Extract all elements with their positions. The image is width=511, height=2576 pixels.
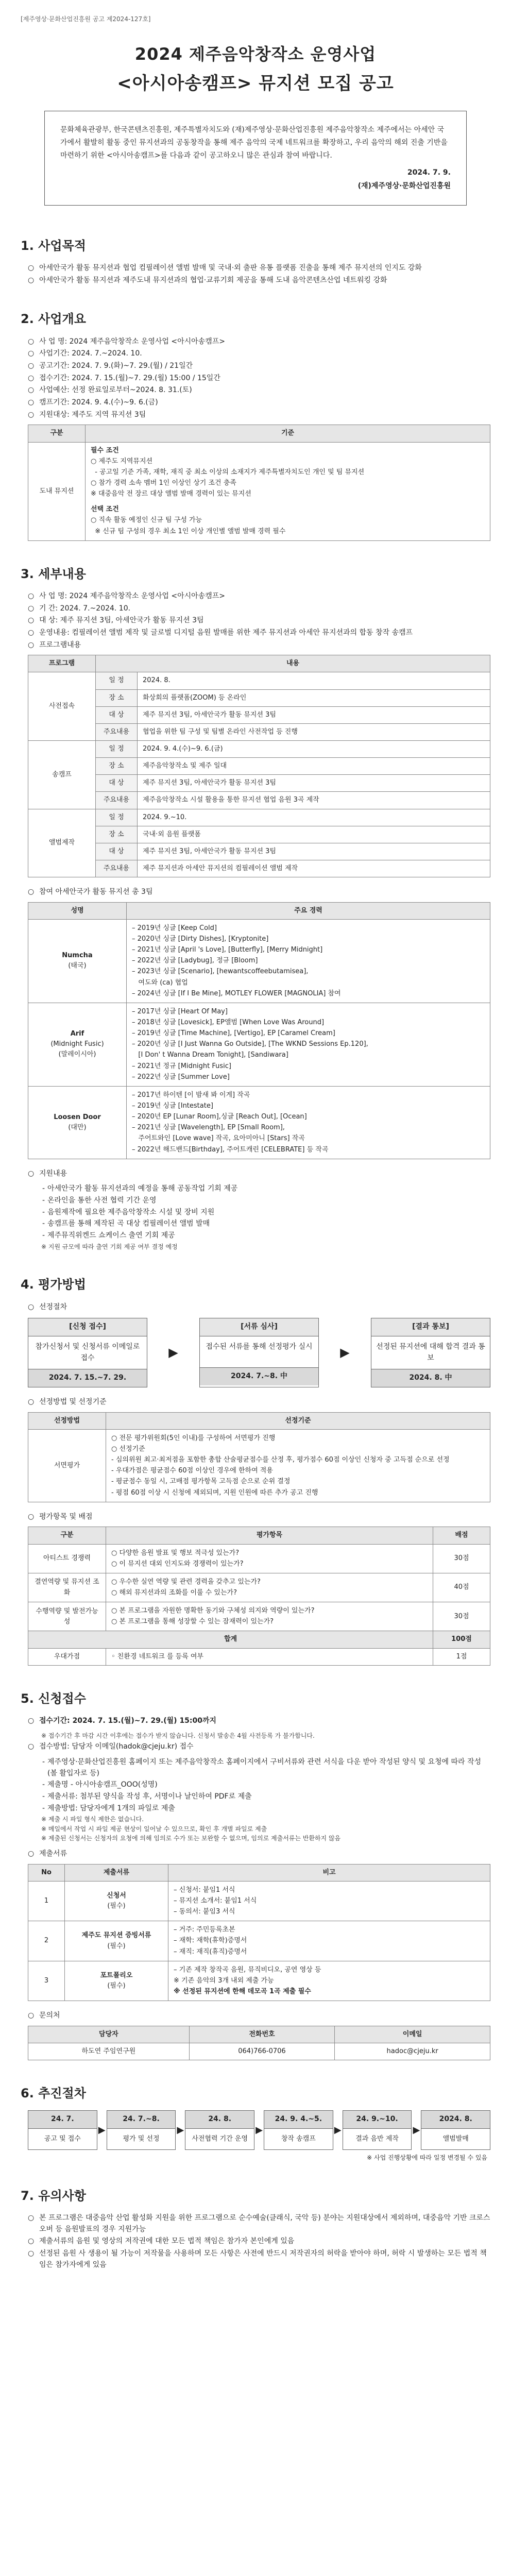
list-item: – 신청서: 붙임1 서식: [174, 1886, 235, 1894]
career-line: – 2022년 해드밴드[Birthday], 주어트캐린 [CELEBRATE] 등 작곡: [132, 1145, 329, 1154]
cell-value: 제주음악창작소 시설 활용을 통한 뮤지션 협업 음원 3곡 제작: [138, 792, 490, 809]
overview-item: ○ 공고기간: 2024. 7. 9.(화)~7. 29.(월) / 21일간: [28, 361, 490, 372]
section-application-title: 5. 신청접수: [21, 1691, 86, 1706]
list-item: - 우대가점은 평균점수 60점 이상인 경우에 한하여 적용: [111, 1467, 273, 1475]
row-label: 서면평가: [28, 1429, 106, 1502]
details-item: ○ 프로그램내용: [28, 640, 490, 651]
contact-email[interactable]: hadoc@cjeju.kr: [335, 2043, 490, 2060]
career-line: – 2021년 정규 [Midnight Fusic]: [132, 1062, 231, 1070]
method-label-list: [21, 1397, 490, 1408]
application-period: ○ 접수기간: 2024. 7. 15.(월)~7. 29.(월) 15:00까지: [28, 1716, 490, 1727]
cell-key: 일 정: [96, 672, 138, 689]
score-points: 30점: [433, 1544, 490, 1573]
list-item: - 평균점수 동일 시, 고배점 평가항목 고득점 순으로 순위 결정: [111, 1478, 291, 1486]
section-overview-title: 2. 사업개요: [21, 312, 86, 327]
career-line: – 2022년 싱글 [Ladybug], 정규 [Bloom]: [132, 957, 258, 965]
details-item: ○ 사 업 명: 2024 제주음악창작소 운영사업 <아시아송캠프>: [28, 591, 490, 602]
page-title: 2024 제주음악창작소 운영사업: [134, 44, 377, 64]
career-line: – 2022년 싱글 [Summer Love]: [132, 1073, 230, 1081]
doc-name-cell: [65, 1961, 168, 2001]
method-label: ○ 선정방법 및 선정기준: [28, 1397, 490, 1408]
schedule-note: ※ 사업 진행상황에 따라 일정 변경될 수 있음: [21, 2153, 487, 2163]
intro-org: (재)제주영상·문화산업진흥원: [357, 181, 451, 190]
table-header: 배점: [433, 1527, 490, 1544]
list-item: ○ 직속 활동 예정인 신규 팀 구성 가능: [91, 516, 202, 524]
table-header: 제출서류: [65, 1864, 168, 1881]
purpose-item: ○ 아세안국가 활동 뮤지션과 제주도내 뮤지션과의 협업·교류기회 제공을 통해 도내 음악콘텐츠산업 네트워킹 강화: [28, 275, 490, 286]
bonus-item: ◦ 친환경 네트워크 를 등록 여부: [106, 1648, 433, 1665]
required-list: [91, 456, 485, 500]
table-header: 이메일: [335, 2026, 490, 2043]
details-item: ○ 운영내용: 컴필레이션 앨범 제작 및 글로벌 디지털 음원 발매를 위한 제주 뮤지션과 아세안 뮤지션과의 합동 창작 송캠프: [28, 628, 490, 639]
career-line: – 2021년 싱글 [Wavelength], EP [Small Room],: [132, 1124, 285, 1132]
step-date: 2024. 8.: [421, 2111, 490, 2129]
table-header: 구분: [28, 425, 86, 442]
flow-step: [371, 1318, 490, 1387]
career-line: [I Don' t Wanna Dream Tonight], [Sandiwara]: [136, 1051, 288, 1059]
career-line: – 2017년 하이텐 [이 밤새 봐 이게] 작곡: [132, 1091, 250, 1099]
table-header: 선정기준: [106, 1412, 490, 1429]
cell-value: 2024. 9. 4.(수)~9. 6.(금): [138, 740, 490, 757]
artist-name: Loosen Door: [54, 1113, 101, 1121]
doc-required: (필수): [107, 1981, 126, 1990]
docs-label-list: [21, 1849, 490, 1860]
support-note: ※ 지원 규모에 따라 출연 기회 제공 여부 결정 예정: [41, 1242, 490, 1252]
procedure-label-list: [21, 1302, 490, 1313]
asean-label-list: [21, 887, 490, 898]
table-header: 구분: [28, 1527, 106, 1544]
flow-step-date: 2024. 8. 中: [371, 1369, 490, 1387]
flow-step-body: 접수된 서류를 통해 선정평가 실시: [206, 1343, 313, 1351]
career-line: – 2020년 EP [Lunar Room],싱글 [Reach Out], [Ocean]: [132, 1113, 307, 1121]
intro-text: 문화체육관광부, 한국콘텐츠진흥원, 제주특별자치도와 (재)제주영상·문화산업진흥원 제주음악창작소 제주에서는 아세안 국가에서 활발히 활동 중인 뮤지션과의 공동창작을 통해 제주 음악의 국제 네트워크를 확장하고, 우리 음악의 해외 진출 기반을 마련하기 위한 <아시아송캠프>를 다음과 같이 공고하오니 많은 관심과 참여 바랍니다.: [60, 125, 448, 160]
program-table-wrap: [28, 655, 490, 877]
extra-note: ※ 메일에서 작업 시 파일 제공 현상이 일어날 수 있으므로, 확인 후 개별 파일로 제출: [41, 1824, 490, 1834]
list-item: ○ 선정기준: [111, 1445, 145, 1453]
asean-table: [28, 902, 490, 1159]
doc-required: (필수): [107, 1942, 126, 1950]
period-note: ※ 접수기간 후 마감 시간 이후에는 접수가 받지 않습니다. 신청서 발송은 4월 사전등록 가 불가합니다.: [41, 1731, 490, 1741]
doc-name: 신청서: [107, 1891, 126, 1900]
career-line: – 2019년 싱글 [Time Machine], [Vertigo], EP [Caramel Cream]: [132, 1029, 335, 1038]
score-items: [106, 1602, 433, 1631]
cell-value: 국내·외 음원 플랫폼: [138, 826, 490, 843]
table-header: No: [28, 1864, 65, 1881]
overview-item: ○ 사업기간: 2024. 7.~2024. 10.: [28, 348, 490, 360]
doc-name: 포트폴리오: [100, 1971, 133, 1979]
cell-value: 제주음악창작소 및 제주 일대: [138, 758, 490, 775]
contact-table: [28, 2026, 490, 2060]
artist-cell: [28, 1086, 127, 1159]
table-header: 비고: [168, 1864, 490, 1881]
intro-date: 2024. 7. 9.: [407, 168, 451, 177]
flow-step-title: [서류 심사]: [200, 1318, 318, 1336]
support-item: - 아세안국가 활동 뮤지션과의 예정을 통해 공동작업 기회 제공: [39, 1183, 490, 1195]
cell-value: 2024. 8.: [138, 672, 490, 689]
step-date: 24. 7.~8.: [107, 2111, 176, 2129]
docs-table: [28, 1864, 490, 2001]
list-item: ○ 전문 평가위원회(5인 이내)를 구성하여 서면평가 진행: [111, 1434, 276, 1442]
program-name: 사전접속: [28, 672, 96, 741]
list-item: - 심의위원 최고·최저점을 포함한 총합 산술평균점수를 산정 후, 평가점수 60점 이상인 신청자 중 고득점 순으로 선정: [111, 1456, 450, 1464]
flow-step-date: 2024. 7.~8. 中: [200, 1367, 318, 1385]
overview-item: ○ 사업예산: 선정 완료일로부터~2024. 8. 31.(토): [28, 385, 490, 396]
list-item: – 뮤지션 소개서: 붙임1 서식: [174, 1897, 257, 1905]
application-item: - 제출명 - 아시아송캠프_OOO(성명): [39, 1780, 490, 1791]
step-label: 공고 및 접수: [44, 2135, 81, 2143]
artist-cell: [28, 1003, 127, 1086]
doc-notes: [168, 1881, 490, 1921]
application-method-list: [21, 1741, 490, 1753]
notice-item: ○ 선정된 음원 사 생용이 될 가능이 저작물을 사용하며 모든 사항은 사전에 반드시 저작권자의 허락을 받아야 하며, 허락 시 발생하는 모든 법적 책임은 참가자에게 있음: [28, 2248, 490, 2270]
artist-country: (대만): [68, 1123, 87, 1131]
cell-key: 주요내용: [96, 723, 138, 740]
application-item: - 제출방법: 담당자에게 1개의 파일로 제출: [39, 1803, 490, 1815]
table-header: 평가항목: [106, 1527, 433, 1544]
table-header: 내용: [96, 655, 490, 672]
notice-list: [21, 2213, 490, 2270]
arrow-right-icon: ▶: [98, 2124, 106, 2136]
application-method: ○ 접수방법: 담당자 이메일(hadok@cjeju.kr) 접수: [28, 1741, 490, 1753]
artist-career: [127, 919, 490, 1003]
eligibility-table-wrap: [28, 425, 490, 540]
method-criteria: [106, 1429, 490, 1502]
procedure-label: ○ 선정절차: [28, 1302, 490, 1313]
arrow-right-icon: ▶: [168, 1345, 178, 1360]
program-name: 송캠프: [28, 740, 96, 809]
list-item: – 재직: 재직(휴직)증명서: [174, 1947, 247, 1956]
score-category: 수행역량 및 발전가능성: [28, 1602, 106, 1631]
details-item: ○ 대 상: 제주 뮤지션 3팀, 아세안국가 활동 뮤지션 3팀: [28, 615, 490, 626]
doc-number: 1: [28, 1881, 65, 1921]
method-table-wrap: [28, 1412, 490, 1502]
doc-notes: [168, 1921, 490, 1961]
arrow-right-icon: ▶: [413, 2124, 420, 2136]
contact-label-list: [21, 2010, 490, 2022]
cell-value: 제주 뮤지션 3팀, 아세안국가 활동 뮤지션 3팀: [138, 706, 490, 723]
contact-phone: 064)766-0706: [189, 2043, 335, 2060]
section-schedule-title: 6. 추진절차: [21, 2086, 86, 2101]
arrow-right-icon: ▶: [334, 2124, 342, 2136]
flow-step-date: 2024. 7. 15.~7. 29.: [28, 1369, 147, 1387]
overview-item: ○ 지원대상: 제주도 지역 뮤지션 3팀: [28, 410, 490, 421]
career-line: – 2020년 싱글 [I Just Wanna Go Outside], [The WKND Sessions Ep.120],: [132, 1040, 368, 1048]
cell-key: 장 소: [96, 689, 138, 706]
list-item: – 기존 제작 창작곡 음원, 뮤직비디오, 공연 영상 등: [174, 1965, 321, 1974]
asean-label: ○ 참여 아세안국가 활동 뮤지션 총 3팀: [28, 887, 490, 898]
doc-name-cell: [65, 1921, 168, 1961]
schedule-step: [264, 2110, 333, 2150]
career-line: 주어트와인 [Love wave] 작곡, 요아미아니 [Stars] 작곡: [136, 1134, 305, 1143]
program-table: [28, 655, 490, 877]
flow-step: [199, 1318, 319, 1387]
score-table: [28, 1527, 490, 1665]
docs-label: ○ 제출서류: [28, 1849, 490, 1860]
artist-group: (Midnight Fusic): [50, 1040, 104, 1048]
schedule-step: [421, 2110, 490, 2150]
schedule-flow: [28, 2110, 490, 2150]
score-label: ○ 평가항목 및 배점: [28, 1512, 490, 1523]
list-item: ○ 다양한 음원 발표 및 행보 적극성 있는가?: [111, 1549, 240, 1557]
doc-name-cell: [65, 1881, 168, 1921]
arrow-right-icon: ▶: [256, 2124, 263, 2136]
artist-career: [127, 1003, 490, 1086]
bonus-points: 1점: [433, 1648, 490, 1665]
cell-key: 장 소: [96, 758, 138, 775]
score-items: [106, 1573, 433, 1602]
step-date: 24. 7.: [28, 2111, 97, 2129]
table-header: 주요 경력: [127, 902, 490, 919]
career-line: – 2020년 싱글 [Dirty Dishes], [Kryptonite]: [132, 935, 269, 943]
score-items: [106, 1544, 433, 1573]
doc-number: 2: [28, 1921, 65, 1961]
list-item: – 거주: 주민등록초본: [174, 1926, 235, 1934]
list-item: ○ 참가 경력 소속 멤버 1인 이상인 상기 조건 충족: [91, 479, 236, 487]
artist-name: Numcha: [62, 952, 93, 960]
extra-note: ※ 제출된 신청서는 신청자의 요청에 의해 임의로 수가 또는 보완할 수 없으며, 임의로 제출서류는 반환하지 않음: [41, 1834, 490, 1843]
flow-step: [28, 1318, 147, 1387]
arrow-right-icon: ▶: [340, 1345, 350, 1360]
support-list: [21, 1168, 490, 1180]
career-line: – 2018년 싱글 [Lovesick], EP앨범 [When Love Was Around]: [132, 1019, 325, 1027]
method-table: [28, 1412, 490, 1502]
cell-value: 제주 뮤지션 3팀, 아세안국가 활동 뮤지션 3팀: [138, 775, 490, 792]
artist-career: [127, 1086, 490, 1159]
list-item: ※ 대중음악 전 장르 대상 앨범 발매 경력이 있는 뮤지션: [91, 490, 251, 498]
support-item: - 제주뮤직위켄드 쇼케이스 출연 기회 제공: [39, 1230, 490, 1242]
overview-item: ○ 캠프기간: 2024. 9. 4.(수)~9. 6.(금): [28, 397, 490, 409]
eligibility-table: [28, 425, 490, 540]
row-label: 도내 뮤지션: [28, 442, 86, 540]
support-item: - 음원제작에 필요한 제주음악창작소 시설 및 장비 지원: [39, 1207, 490, 1218]
overview-item: ○ 접수기간: 2024. 7. 15.(월)~7. 29.(월) 15:00 / 15일간: [28, 373, 490, 384]
score-points: 30점: [433, 1602, 490, 1631]
doc-required: (필수): [107, 1902, 126, 1910]
career-line: 여도와 (ca) 협업: [136, 978, 188, 987]
artist-country: (말레이시아): [58, 1050, 96, 1059]
artist-cell: [28, 919, 127, 1003]
cell-key: 대 상: [96, 706, 138, 723]
table-header: 담당자: [28, 2026, 190, 2043]
table-header: 선정방법: [28, 1412, 106, 1429]
score-points: 40점: [433, 1573, 490, 1602]
purpose-item: ○ 아세안국가 활동 뮤지션과 협업 컴필레이션 앨범 발매 및 국내·외 출판 유통 플랫폼 진출을 통해 제주 뮤지션의 인지도 강화: [28, 263, 490, 274]
career-line: – 2019년 싱글 [Intestate]: [132, 1102, 213, 1110]
overview-item: ○ 사 업 명: 2024 제주음악창작소 운영사업 <아시아송캠프>: [28, 336, 490, 348]
title-block: [21, 42, 490, 97]
schedule-step: [343, 2110, 412, 2150]
section-details-title: 3. 세부내용: [21, 566, 86, 581]
list-item: ○ 본 프로그램을 통해 성장할 수 있는 잠재력이 있는가?: [111, 1618, 274, 1626]
table-header: 전화번호: [189, 2026, 335, 2043]
step-label: 앨범발매: [442, 2135, 469, 2143]
score-table-wrap: [28, 1527, 490, 1665]
career-line: – 2024년 싱글 [If I Be Mine], MOTLEY FLOWER [MAGNOLIA] 참여: [132, 989, 341, 997]
doc-notes: [168, 1961, 490, 2001]
application-list: [21, 1716, 490, 1727]
notice-item: ○ 제출서류의 음원 및 영상의 저작권에 대한 모든 법적 책임은 참가자 본인에게 있음: [28, 2236, 490, 2247]
file-note: ※ 제출 시 파일 형식 제한은 없습니다.: [41, 1815, 490, 1824]
support-title: ○ 지원내용: [28, 1168, 490, 1180]
step-date: 24. 9. 4.~5.: [264, 2111, 333, 2129]
artist-name: Arif: [70, 1030, 84, 1038]
optional-list: [91, 515, 485, 536]
eligibility-criteria: [86, 442, 490, 540]
cell-key: 일 정: [96, 809, 138, 826]
list-item: - 공고일 기준 가족, 재학, 재직 중 최소 이상의 소재지가 제주특별자치도인 개인 및 팀 뮤지션: [91, 468, 365, 476]
support-item: - 온라인을 통한 사전 협력 기간 운영: [39, 1195, 490, 1207]
career-line: – 2023년 싱글 [Scenario], [hewantscoffeebutamisea],: [132, 968, 309, 976]
cell-value: 협업을 위한 팀 구성 및 팀별 온라인 사전작업 등 진행: [138, 723, 490, 740]
procedure-flow: [28, 1318, 490, 1387]
docs-table-wrap: [28, 1864, 490, 2001]
doc-name: 제주도 뮤지션 증빙서류: [81, 1931, 151, 1940]
section-evaluation-title: 4. 평가방법: [21, 1277, 86, 1292]
application-items: [28, 1757, 490, 1814]
contact-label: ○ 문의처: [28, 2010, 490, 2022]
intro-box: [44, 111, 467, 206]
step-label: 평가 및 선정: [123, 2135, 160, 2143]
doc-number: 3: [28, 1961, 65, 2001]
step-date: 24. 8.: [185, 2111, 254, 2129]
step-date: 24. 9.~10.: [343, 2111, 412, 2129]
career-line: – 2021년 싱글 [April 's Love], [Butterfly], [Merry Midnight]: [132, 946, 323, 954]
contact-name: 하도연 주임연구원: [28, 2043, 190, 2060]
schedule-step: [28, 2110, 97, 2150]
support-item: - 송캠프를 통해 제작된 곡 대상 컴필레이션 앨범 발매: [39, 1218, 490, 1230]
contact-table-wrap: [28, 2026, 490, 2060]
score-category: 아티스트 경쟁력: [28, 1544, 106, 1573]
cell-value: 2024. 9.~10.: [138, 809, 490, 826]
table-header: 프로그램: [28, 655, 96, 672]
flow-step-title: [신청 접수]: [28, 1318, 147, 1336]
list-item: – 재학: 재학(휴학)증명서: [174, 1937, 247, 1945]
optional-title: 선택 조건: [91, 505, 119, 514]
list-item: ※ 기존 음악의 3개 내외 제출 가능: [174, 1976, 274, 1985]
artist-country: (태국): [68, 962, 87, 970]
score-category: 결연역량 및 뮤지션 조화: [28, 1573, 106, 1602]
notice-item: ○ 본 프로그램은 대중음악 산업 활성화 지원을 위한 프로그램으로 순수예술(클래식, 국악 등) 분야는 지원대상에서 제외하며, 대중음악 기반 크로스오버 등 음원발표의 경우 지원가능: [28, 2213, 490, 2235]
list-item: – 동의서: 붙임3 서식: [174, 1908, 235, 1916]
bonus-category: 우대가점: [28, 1648, 106, 1665]
cell-value: 제주 뮤지션과 아세안 뮤지션의 컴필레이션 앨범 제작: [138, 860, 490, 877]
support-items: [28, 1183, 490, 1241]
details-list: [21, 591, 490, 651]
list-item: ○ 제주도 지역뮤지션: [91, 457, 153, 465]
notice-number: [제주영상·문화산업진흥원 공고 제2024-127호]: [21, 15, 151, 23]
cell-key: 대 상: [96, 775, 138, 792]
section-notice-title: 7. 유의사항: [21, 2188, 86, 2203]
step-label: 결과 음반 제작: [355, 2135, 399, 2143]
cell-key: 주요내용: [96, 860, 138, 877]
cell-key: 주요내용: [96, 792, 138, 809]
schedule-step: [185, 2110, 254, 2150]
step-label: 창작 송캠프: [281, 2135, 316, 2143]
arrow-right-icon: ▶: [177, 2124, 184, 2136]
application-item: - 제주영상·문화산업진흥원 홈페이지 또는 제주음악창작소 홈페이지에서 구비서류와 관련 서식을 다운 받아 작성된 양식 및 요청에 따라 작성(볼 활입자로 등): [39, 1757, 490, 1779]
schedule-step: [107, 2110, 176, 2150]
list-item: ※ 선정된 뮤지션에 한해 데모곡 1곡 제출 필수: [174, 1988, 311, 1996]
list-item: ○ 본 프로그램을 자원한 명확한 동기와 구체성 의지와 역량이 있는가?: [111, 1607, 315, 1615]
list-item: - 평점 60점 이상 시 신청에 제외되며, 지원 인원에 따른 추가 공고 진행: [111, 1488, 318, 1497]
cell-key: 장 소: [96, 826, 138, 843]
list-item: ○ 우수한 실연 역량 및 관련 경력을 갖추고 있는가?: [111, 1578, 261, 1586]
table-header: 성명: [28, 902, 127, 919]
cell-key: 일 정: [96, 740, 138, 757]
section-purpose-title: 1. 사업목적: [21, 238, 86, 253]
cell-value: 화상회의 플랫폼(ZOOM) 등 온라인: [138, 689, 490, 706]
step-label: 사전협력 기간 운영: [192, 2135, 248, 2143]
cell-key: 대 상: [96, 843, 138, 860]
overview-list: [21, 336, 490, 421]
career-line: – 2019년 싱글 [Keep Cold]: [132, 924, 217, 932]
flow-step-body: 참가신청서 및 신청서류 이메일로 접수: [35, 1343, 140, 1362]
score-total: 100점: [433, 1631, 490, 1648]
list-item: ※ 신규 팀 구성의 경우 최소 1인 이상 개인별 앨범 발매 경력 필수: [91, 527, 286, 535]
flow-step-body: 선정된 뮤지션에 대해 합격 결과 통보: [376, 1343, 485, 1362]
flow-step-title: [결과 통보]: [371, 1318, 490, 1336]
purpose-list: [21, 263, 490, 286]
score-total-label: 합계: [28, 1631, 433, 1648]
score-label-list: [21, 1512, 490, 1523]
page-subtitle: <아시아송캠프> 뮤지션 모집 공고: [117, 73, 394, 94]
cell-value: 제주 뮤지션 3팀, 아세안국가 활동 뮤지션 3팀: [138, 843, 490, 860]
asean-table-wrap: [28, 902, 490, 1159]
required-title: 필수 조건: [91, 446, 119, 454]
application-item: - 제출서류: 첨부된 양식을 작성 후, 서명이나 날인하여 PDF로 제출: [39, 1791, 490, 1803]
list-item: ○ 이 뮤지션 대외 인지도와 경쟁력이 있는가?: [111, 1560, 244, 1568]
career-line: – 2017년 싱글 [Heart Of May]: [132, 1007, 228, 1015]
table-header: 기준: [86, 425, 490, 442]
program-name: 앨범제작: [28, 809, 96, 877]
details-item: ○ 기 간: 2024. 7.~2024. 10.: [28, 603, 490, 615]
list-item: ○ 해외 뮤지션과의 조화를 이룰 수 있는가?: [111, 1589, 237, 1597]
